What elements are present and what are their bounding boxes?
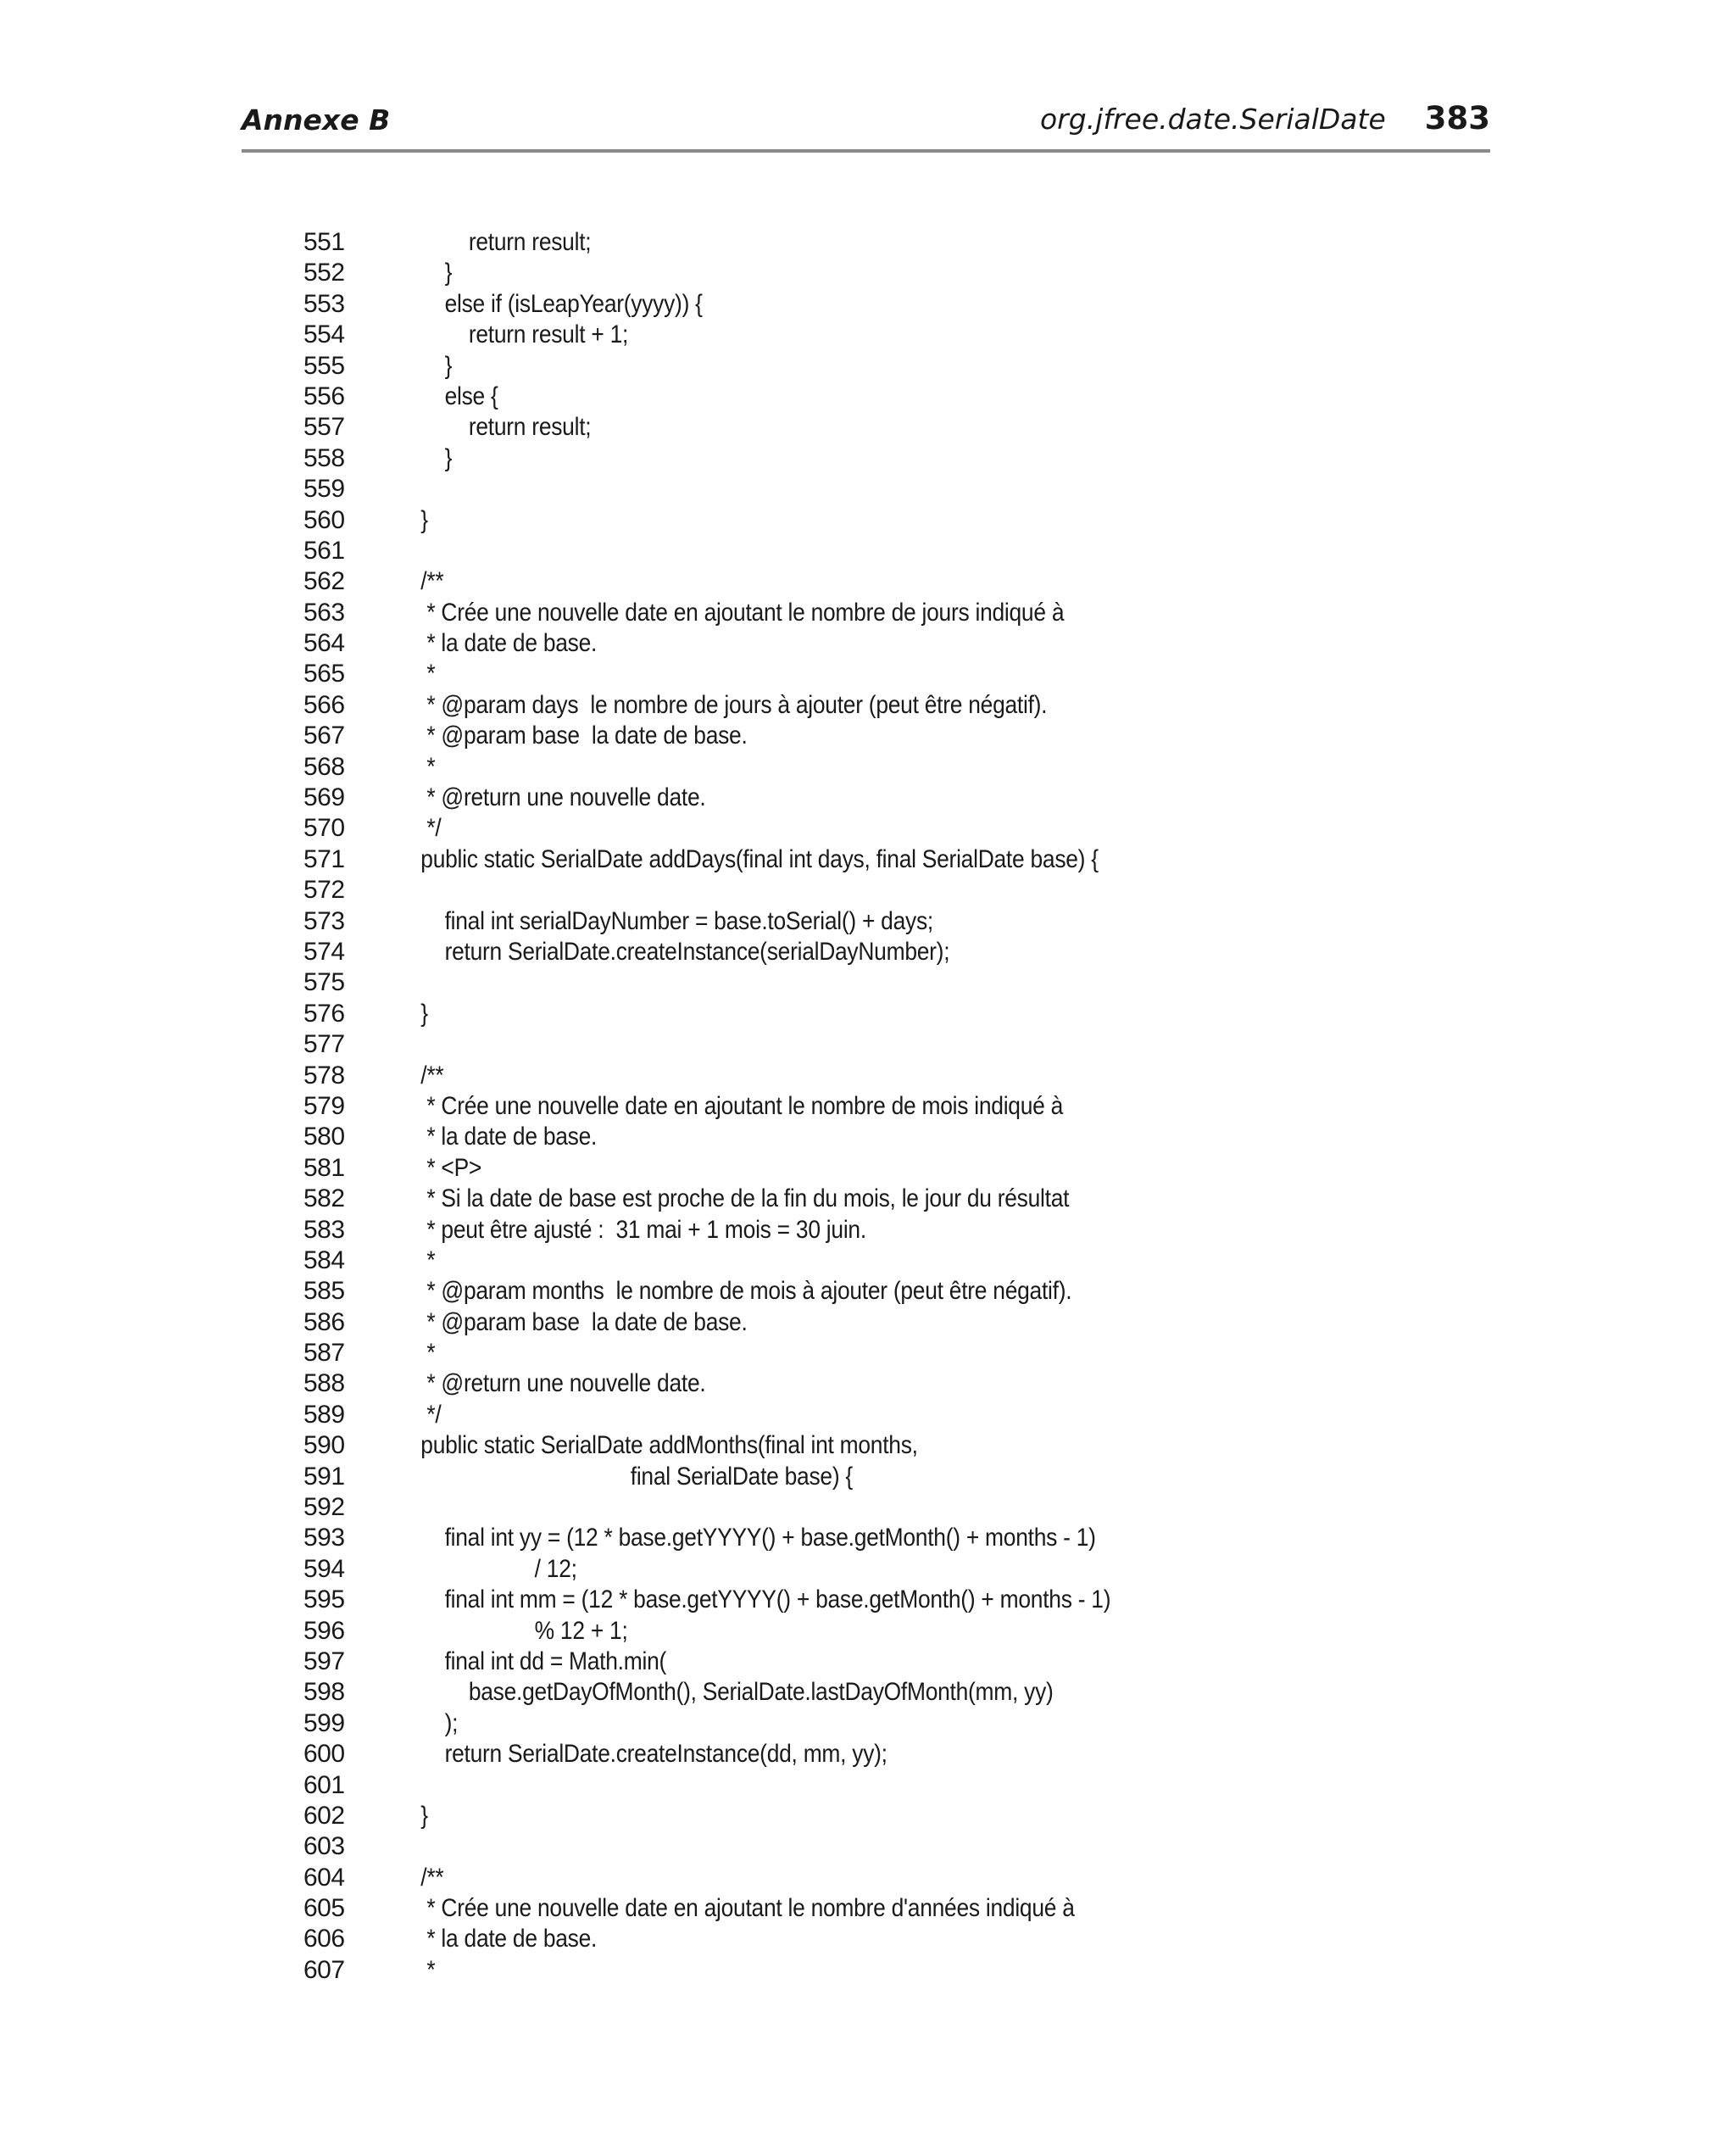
code-line xyxy=(303,1863,1208,1893)
code-line xyxy=(303,1770,1208,1801)
line-number: 587 xyxy=(303,1339,345,1368)
code-line xyxy=(303,1122,1208,1152)
line-code: * la date de base. xyxy=(397,1925,598,1953)
code-line xyxy=(303,721,1208,751)
code-line xyxy=(303,1955,1208,1986)
line-code: public static SerialDate addDays(final int days, final SerialDate base) { xyxy=(397,844,1099,873)
code-line xyxy=(303,474,1208,504)
line-code: return result + 1; xyxy=(397,320,629,349)
line-number: 568 xyxy=(303,752,345,781)
line-number: 607 xyxy=(303,1955,345,1984)
line-code: % 12 + 1; xyxy=(397,1616,628,1645)
line-number: 599 xyxy=(303,1708,345,1737)
page-header xyxy=(242,95,1490,153)
code-line xyxy=(303,1554,1208,1585)
code-line xyxy=(303,844,1208,875)
code-line xyxy=(303,813,1208,844)
code-line xyxy=(303,1585,1208,1615)
code-line xyxy=(303,320,1208,350)
running-title: org.jfree.date.SerialDate xyxy=(1039,103,1386,136)
line-code: public static SerialDate addMonths(final int months, xyxy=(397,1431,918,1460)
line-number: 586 xyxy=(303,1307,345,1336)
line-code: * Crée une nouvelle date en ajoutant le nombre de jours indiqué à xyxy=(397,598,1065,627)
code-line xyxy=(303,1677,1208,1708)
line-number: 552 xyxy=(303,259,345,287)
line-code: * @param days le nombre de jours à ajouter (peut être négatif). xyxy=(397,690,1048,719)
line-number: 578 xyxy=(303,1061,345,1090)
line-number: 593 xyxy=(303,1524,345,1552)
line-code: else if (isLeapYear(yyyy)) { xyxy=(397,289,703,318)
code-line xyxy=(303,258,1208,288)
code-listing xyxy=(303,227,1208,1986)
code-line xyxy=(303,1492,1208,1523)
line-code: * xyxy=(397,1246,436,1274)
line-code: / 12; xyxy=(397,1554,577,1583)
line-code: } xyxy=(397,259,453,287)
line-number: 597 xyxy=(303,1647,345,1675)
code-line xyxy=(303,536,1208,566)
line-number: 569 xyxy=(303,783,345,812)
code-line xyxy=(303,1215,1208,1246)
line-number: 557 xyxy=(303,413,345,442)
line-number: 571 xyxy=(303,844,345,873)
line-number: 553 xyxy=(303,289,345,318)
code-line xyxy=(303,227,1208,258)
line-code: * la date de base. xyxy=(397,1123,598,1151)
code-line xyxy=(303,1368,1208,1399)
line-number: 592 xyxy=(303,1493,345,1522)
line-code: } xyxy=(397,351,453,380)
line-number: 582 xyxy=(303,1184,345,1213)
line-number: 590 xyxy=(303,1431,345,1460)
line-code: * @param months le nombre de mois à ajouter (peut être négatif). xyxy=(397,1277,1072,1306)
line-number: 601 xyxy=(303,1770,345,1799)
line-number: 598 xyxy=(303,1678,345,1707)
line-code: * @param base la date de base. xyxy=(397,1307,748,1336)
line-code: */ xyxy=(397,814,442,843)
line-number: 577 xyxy=(303,1030,345,1059)
line-code: final int serialDayNumber = base.toSerial() + days; xyxy=(397,906,933,935)
line-number: 596 xyxy=(303,1616,345,1645)
line-number: 604 xyxy=(303,1863,345,1892)
code-line xyxy=(303,752,1208,783)
line-code: final int yy = (12 * base.getYYYY() + base.getMonth() + months - 1) xyxy=(397,1524,1096,1552)
chapter-label: Annexe B xyxy=(242,103,391,137)
code-line xyxy=(303,690,1208,721)
code-line xyxy=(303,1400,1208,1430)
code-line xyxy=(303,412,1208,443)
line-code: * xyxy=(397,752,436,781)
line-code: * @return une nouvelle date. xyxy=(397,783,706,812)
line-number: 573 xyxy=(303,906,345,935)
line-number: 563 xyxy=(303,598,345,627)
line-code: final int dd = Math.min( xyxy=(397,1647,667,1675)
line-code: * @return une nouvelle date. xyxy=(397,1369,706,1398)
line-number: 572 xyxy=(303,876,345,905)
code-line xyxy=(303,937,1208,967)
code-line xyxy=(303,1893,1208,1924)
code-line xyxy=(303,628,1208,659)
line-code: * xyxy=(397,1339,436,1368)
line-number: 579 xyxy=(303,1091,345,1120)
line-number: 575 xyxy=(303,968,345,997)
line-code: * Crée une nouvelle date en ajoutant le nombre de mois indiqué à xyxy=(397,1091,1064,1120)
code-line xyxy=(303,1153,1208,1184)
line-number: 567 xyxy=(303,722,345,750)
line-number: 600 xyxy=(303,1740,345,1769)
line-code: base.getDayOfMonth(), SerialDate.lastDayOfMonth(mm, yy) xyxy=(397,1678,1054,1707)
line-code: /** xyxy=(397,1863,444,1892)
line-number: 583 xyxy=(303,1215,345,1244)
line-number: 584 xyxy=(303,1246,345,1274)
line-number: 564 xyxy=(303,629,345,658)
line-code: return result; xyxy=(397,413,592,442)
line-code: /** xyxy=(397,567,444,596)
code-line xyxy=(303,443,1208,474)
code-line xyxy=(303,1831,1208,1862)
line-number: 595 xyxy=(303,1585,345,1614)
code-line xyxy=(303,1462,1208,1492)
line-code: * Crée une nouvelle date en ajoutant le nombre d'années indiqué à xyxy=(397,1894,1075,1923)
line-code: return result; xyxy=(397,228,592,256)
line-code: * @param base la date de base. xyxy=(397,722,748,750)
line-code: final int mm = (12 * base.getYYYY() + base.getMonth() + months - 1) xyxy=(397,1585,1111,1614)
line-code: * Si la date de base est proche de la fin du mois, le jour du résultat xyxy=(397,1184,1070,1213)
code-line xyxy=(303,1647,1208,1677)
code-line xyxy=(303,1801,1208,1831)
line-number: 603 xyxy=(303,1832,345,1861)
code-line xyxy=(303,289,1208,320)
line-code: else { xyxy=(397,382,498,410)
code-line xyxy=(303,999,1208,1029)
line-number: 559 xyxy=(303,475,345,504)
code-line xyxy=(303,967,1208,998)
line-number: 576 xyxy=(303,999,345,1028)
line-number: 560 xyxy=(303,505,345,534)
line-code: */ xyxy=(397,1400,442,1429)
code-line xyxy=(303,1276,1208,1307)
line-code: * xyxy=(397,660,436,688)
line-number: 554 xyxy=(303,320,345,349)
line-number: 602 xyxy=(303,1801,345,1830)
line-number: 570 xyxy=(303,814,345,843)
line-code: * <P> xyxy=(397,1153,482,1182)
line-code: } xyxy=(397,1801,428,1830)
line-code: } xyxy=(397,443,453,472)
code-line xyxy=(303,566,1208,597)
line-number: 585 xyxy=(303,1277,345,1306)
code-line xyxy=(303,382,1208,412)
line-code: ); xyxy=(397,1708,459,1737)
line-number: 565 xyxy=(303,660,345,688)
line-number: 556 xyxy=(303,382,345,410)
code-line xyxy=(303,1430,1208,1461)
line-code: } xyxy=(397,505,428,534)
code-line xyxy=(303,875,1208,906)
code-line xyxy=(303,1184,1208,1214)
line-number: 605 xyxy=(303,1894,345,1923)
line-code: * xyxy=(397,1955,436,1984)
line-code: /** xyxy=(397,1061,444,1090)
code-line xyxy=(303,1523,1208,1553)
line-number: 566 xyxy=(303,690,345,719)
line-code: return SerialDate.createInstance(serialDayNumber); xyxy=(397,937,950,966)
line-number: 581 xyxy=(303,1153,345,1182)
line-number: 561 xyxy=(303,536,345,565)
code-line xyxy=(303,1091,1208,1122)
line-code: * la date de base. xyxy=(397,629,598,658)
code-line xyxy=(303,1029,1208,1060)
line-code: return SerialDate.createInstance(dd, mm, yy); xyxy=(397,1740,887,1769)
code-line xyxy=(303,351,1208,382)
code-line xyxy=(303,1061,1208,1091)
code-line xyxy=(303,1246,1208,1276)
code-line xyxy=(303,598,1208,628)
code-line xyxy=(303,1924,1208,1954)
code-line xyxy=(303,1708,1208,1739)
line-number: 558 xyxy=(303,443,345,472)
line-number: 580 xyxy=(303,1123,345,1151)
line-number: 589 xyxy=(303,1400,345,1429)
code-line xyxy=(303,1307,1208,1338)
page-number: 383 xyxy=(1424,100,1490,137)
line-number: 588 xyxy=(303,1369,345,1398)
code-line xyxy=(303,906,1208,937)
line-number: 606 xyxy=(303,1925,345,1953)
line-code: final SerialDate base) { xyxy=(397,1462,853,1491)
code-line xyxy=(303,1616,1208,1647)
line-number: 555 xyxy=(303,351,345,380)
line-number: 591 xyxy=(303,1462,345,1491)
line-number: 594 xyxy=(303,1554,345,1583)
code-line xyxy=(303,659,1208,689)
line-number: 574 xyxy=(303,937,345,966)
line-code: } xyxy=(397,999,428,1028)
header-right-group xyxy=(1040,100,1490,137)
code-line xyxy=(303,1739,1208,1769)
code-line xyxy=(303,1338,1208,1368)
line-number: 551 xyxy=(303,228,345,256)
code-line xyxy=(303,783,1208,813)
code-line xyxy=(303,505,1208,536)
line-number: 562 xyxy=(303,567,345,596)
line-code: * peut être ajusté : 31 mai + 1 mois = 30 juin. xyxy=(397,1215,866,1244)
